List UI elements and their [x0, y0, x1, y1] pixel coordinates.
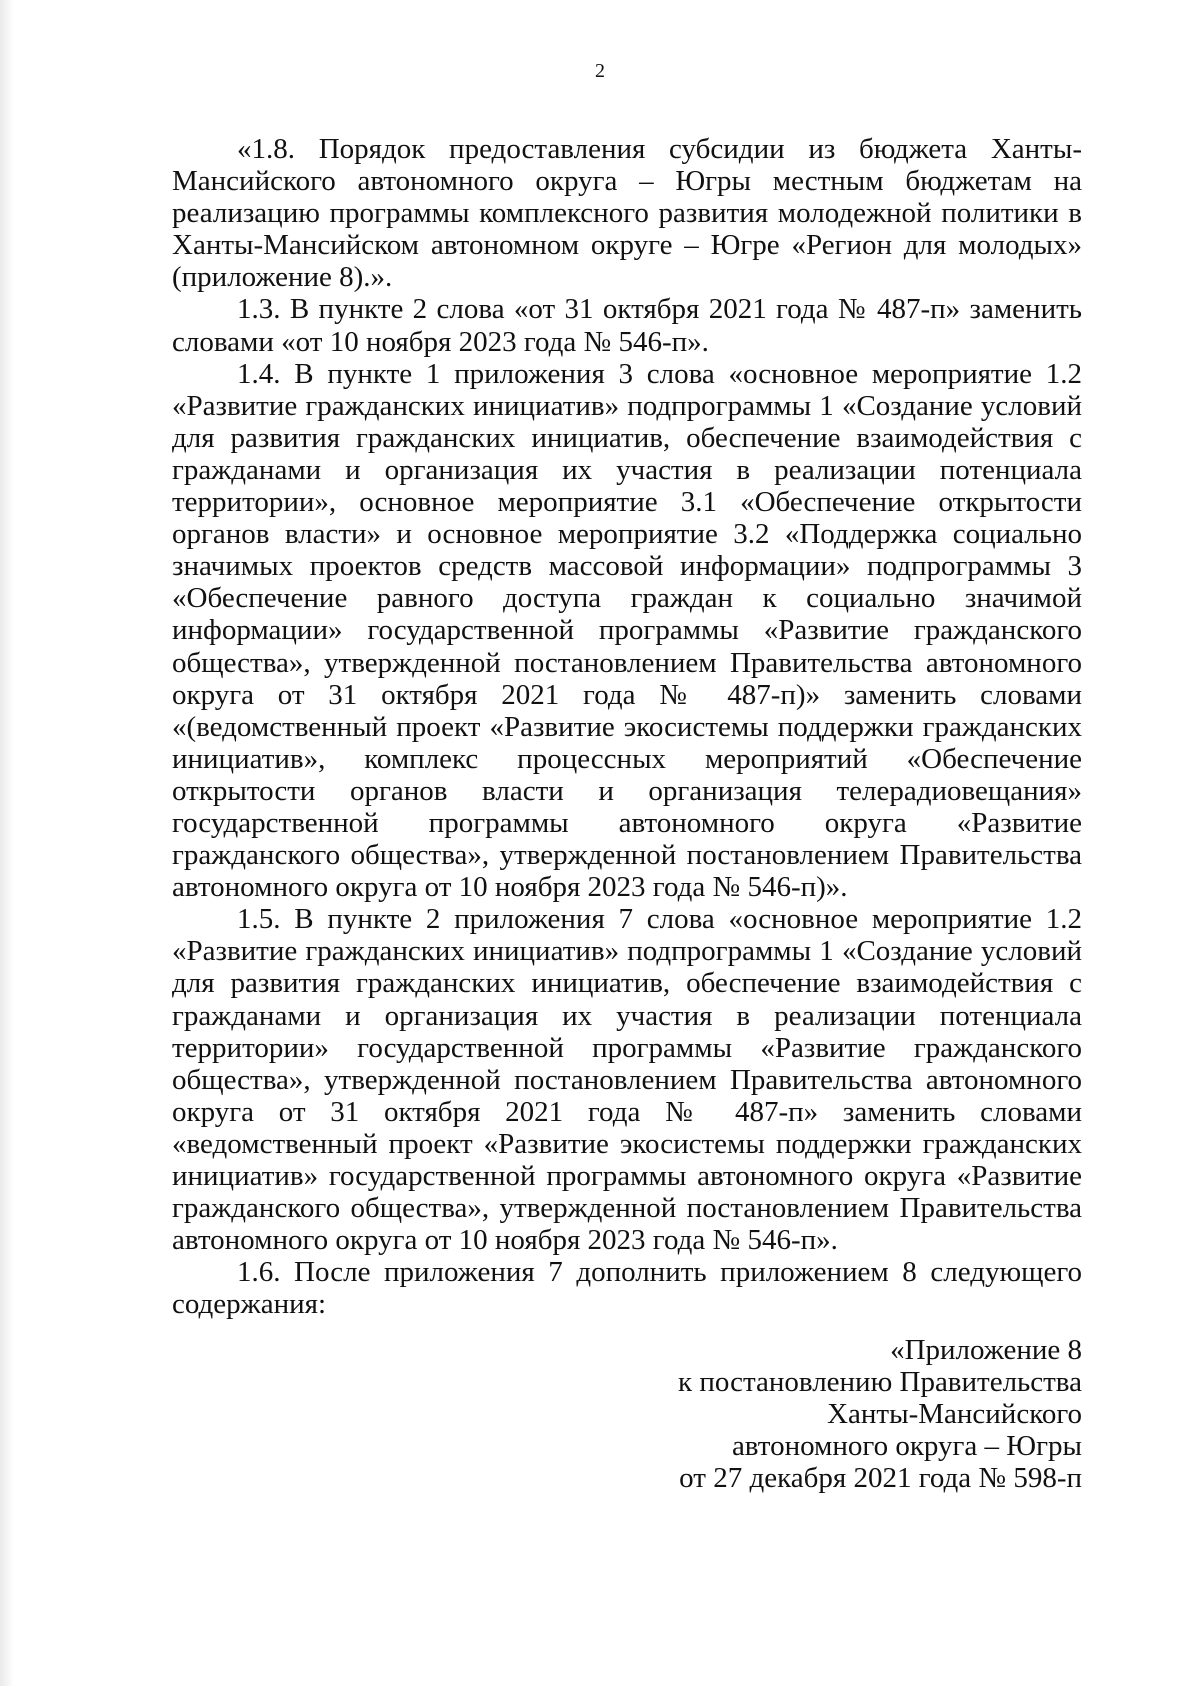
appendix-okrug-line: автономного округа – Югры: [731, 1430, 1082, 1463]
paragraph-1-8: «1.8. Порядок предоставления субсидии из бюджета Ханты-Мансийского автономного округа – Югры местным бюджетам на реализацию программы комплексного развития молодежной политики в Ханты-Мансийском автономном округе – Югре «Регион для молодых» (приложение 8).».: [172, 133, 1082, 294]
document-body: [172, 133, 1082, 1320]
paragraph-1-4: 1.4. В пункте 1 приложения 3 слова «основное мероприятие 1.2 «Развитие гражданских инициатив» подпрограммы 1 «Создание условий для развития гражданских инициатив, обеспечение взаимодействия с гражданами и организация их участия в реализации потенциала территории», основное мероприятие 3.1 «Обеспечение открытости органов власти» и основное мероприятие 3.2 «Поддержка социально значимых проектов средств массовой информации» подпрограммы 3 «Обеспечение равного доступа граждан к социально значимой информации» государственной программы «Развитие гражданского общества», утвержденной постановлением Правительства автономного округа от 31 октября 2021 года № 487-п)» заменить словами «(ведомственный проект «Развитие экосистемы поддержки гражданских инициатив», комплекс процессных мероприятий «Обеспечение открытости органов власти и организация телерадиовещания» государственной программы автономного округа «Развитие гражданского общества», утвержденной постановлением Правительства автономного округа от 10 ноября 2023 года № 546-п)».: [172, 357, 1082, 904]
appendix-region-line: Ханты-Мансийского: [827, 1398, 1082, 1431]
appendix-header: [522, 1334, 1082, 1494]
appendix-title: «Приложение 8: [890, 1334, 1082, 1366]
appendix-date-line: от 27 декабря 2021 года № 598-п: [679, 1462, 1082, 1495]
paragraph-1-6: 1.6. После приложения 7 дополнить приложением 8 следующего содержания:: [172, 1256, 1082, 1321]
paragraph-1-3: 1.3. В пункте 2 слова «от 31 октября 2021 года № 487-п» заменить словами «от 10 ноября 2023 года № 546-п».: [172, 293, 1082, 358]
page-number: 2: [595, 60, 605, 82]
appendix-resolution-line: к постановлению Правительства: [678, 1366, 1082, 1399]
scan-edge: [0, 0, 14, 1686]
paragraph-1-5: 1.5. В пункте 2 приложения 7 слова «основное мероприятие 1.2 «Развитие гражданских инициатив» подпрограммы 1 «Создание условий для развития гражданских инициатив, обеспечение взаимодействия с гражданами и организация их участия в реализации потенциала территории» государственной программы «Развитие гражданского общества», утвержденной постановлением Правительства автономного округа от 31 октября 2021 года № 487-п» заменить словами «ведомственный проект «Развитие экосистемы поддержки гражданских инициатив» государственной программы автономного округа «Развитие гражданского общества», утвержденной постановлением Правительства автономного округа от 10 ноября 2023 года № 546-п».: [172, 903, 1082, 1257]
